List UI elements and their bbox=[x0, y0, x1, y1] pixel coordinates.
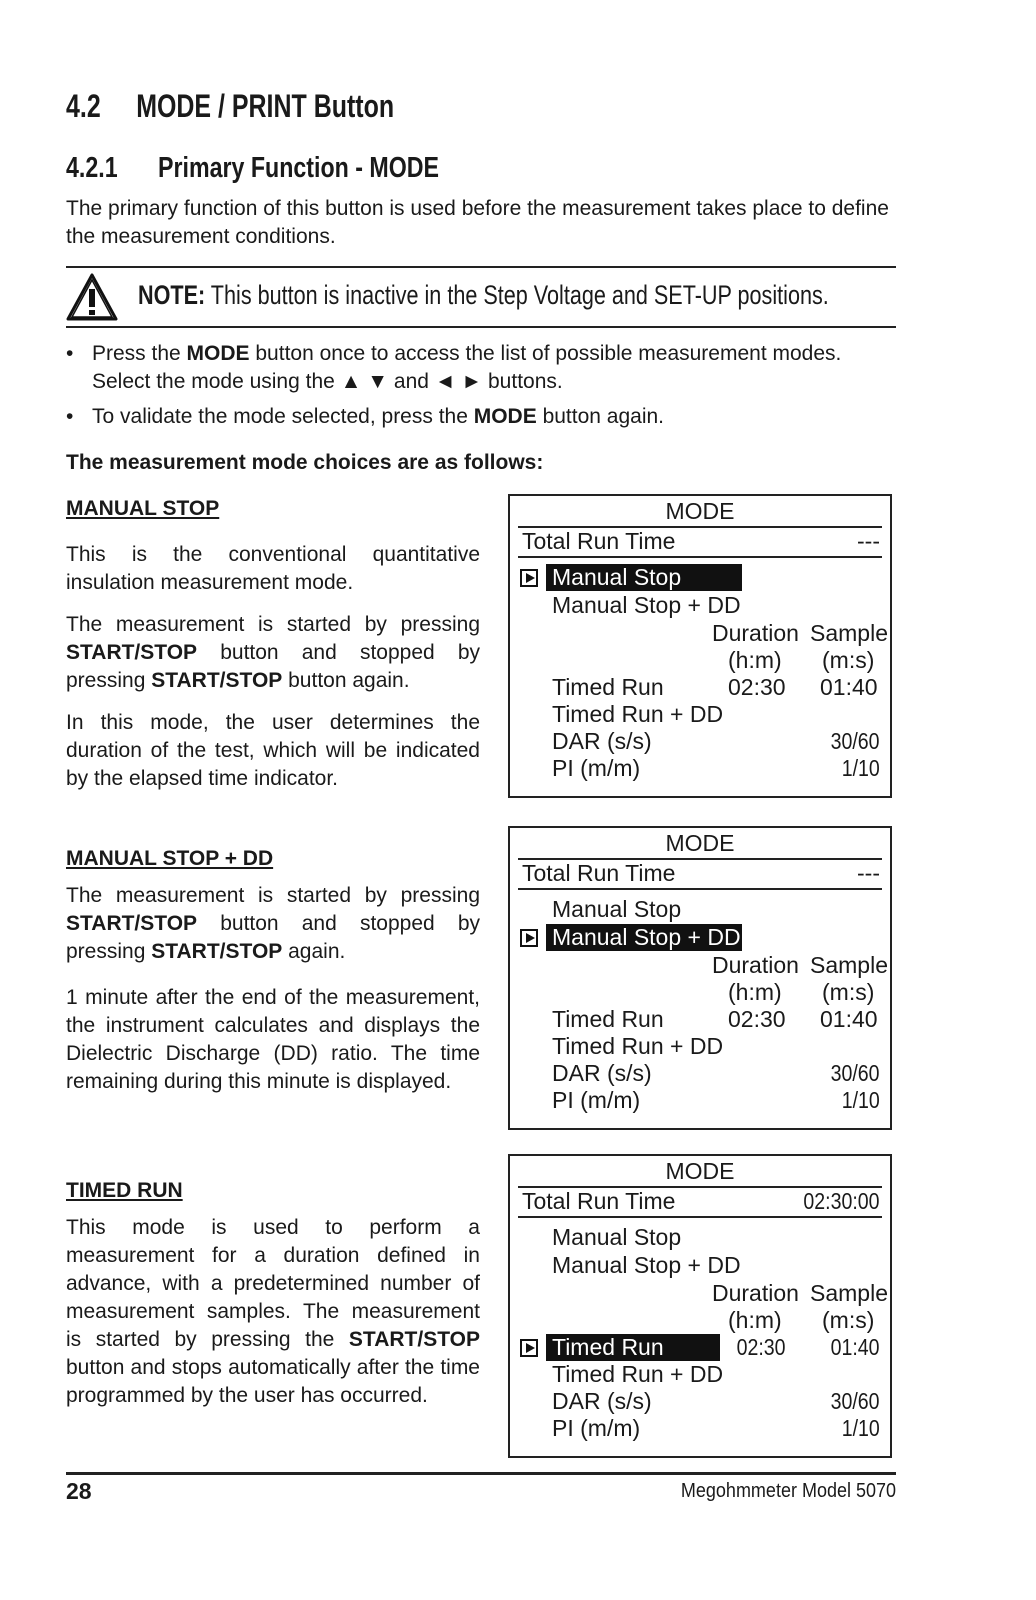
divider bbox=[518, 556, 882, 558]
intro-text: The primary function of this button is used before the measurement takes place to define the measurement conditions. bbox=[66, 197, 889, 248]
selection-arrow-icon bbox=[520, 929, 538, 947]
intro-paragraph bbox=[66, 195, 906, 251]
mode-option-timed-run[interactable]: Timed Run bbox=[552, 674, 664, 700]
manual-stop-dd-heading: MANUAL STOP + DD bbox=[66, 847, 274, 870]
selection-arrow-icon bbox=[520, 569, 538, 587]
sample-header: Sample bbox=[810, 952, 888, 978]
sample-header: Sample bbox=[810, 1280, 888, 1306]
warning-icon bbox=[66, 272, 118, 322]
footer-divider bbox=[66, 1472, 896, 1475]
duration-header: Duration bbox=[712, 1280, 799, 1306]
manual-stop-heading: MANUAL STOP bbox=[66, 497, 220, 520]
mode-screen-title: MODE bbox=[665, 830, 735, 856]
timed-run-sample: 01:40 bbox=[830, 1334, 880, 1360]
list-item: • Press the MODE button once to access the list of possible measurement modes. Select the mode using the ▲ ▼ and ◄ ► buttons. bbox=[66, 340, 916, 396]
duration-unit: (h:m) bbox=[728, 979, 782, 1005]
section-number: 4.2 bbox=[66, 88, 101, 124]
page-number: 28 bbox=[66, 1478, 92, 1504]
total-run-time-label: Total Run Time bbox=[522, 860, 676, 886]
mode-option-manual-stop-dd[interactable]: Manual Stop + DD bbox=[552, 1252, 741, 1278]
mode-option-manual-stop-dd[interactable]: Manual Stop + DD bbox=[552, 592, 741, 618]
mode-screen-timed-run bbox=[508, 1154, 892, 1458]
mode-option-dar[interactable]: DAR (s/s) bbox=[552, 728, 652, 754]
timed-run-sample: 01:40 bbox=[820, 1006, 878, 1032]
divider bbox=[518, 888, 882, 890]
mode-option-manual-stop[interactable]: Manual Stop bbox=[552, 896, 682, 922]
note-body: This button is inactive in the Step Voltage and SET-UP positions. bbox=[205, 280, 829, 310]
manual-stop-dd-text: The measurement is started by pressing START/STOP button and stopped by pressing START/STOP again. 1 minute after the end of the measurement, the instrument calculates and displays the Dielectric Discharge (DD) ratio. The time remaining during this minute is displayed. bbox=[66, 884, 480, 1093]
manual-stop-text: This is the conventional quantitative insulation measurement mode. The measurement is started by pressing START/STOP button and stopped by pressing START/STOP button again. In this mode, the user determines the duration of the test, which will be indicated by the elapsed time indicator. bbox=[66, 543, 480, 790]
note-label: NOTE: bbox=[138, 280, 206, 310]
total-run-time-value: 02:30:00 bbox=[803, 1188, 880, 1214]
mode-option-pi[interactable]: PI (m/m) bbox=[552, 755, 641, 781]
dar-value: 30/60 bbox=[831, 1388, 880, 1414]
total-run-time-value: --- bbox=[857, 860, 880, 886]
timed-run-duration: 02:30 bbox=[728, 674, 786, 700]
mode-option-timed-run[interactable]: Timed Run bbox=[546, 1334, 720, 1361]
pi-value: 1/10 bbox=[841, 1087, 880, 1113]
dar-value: 30/60 bbox=[831, 728, 880, 754]
mode-option-dar[interactable]: DAR (s/s) bbox=[552, 1060, 652, 1086]
sample-unit: (m:s) bbox=[822, 647, 875, 673]
mode-option-pi[interactable]: PI (m/m) bbox=[552, 1087, 641, 1113]
mode-screen-manual-stop-dd bbox=[508, 826, 892, 1130]
sample-unit: (m:s) bbox=[822, 979, 875, 1005]
mode-screen-title: MODE bbox=[665, 498, 735, 524]
subsection-number: 4.2.1 bbox=[66, 152, 118, 184]
footer-model-name: Megohmmeter Model 5070 bbox=[680, 1480, 896, 1502]
note-box bbox=[66, 266, 896, 328]
mode-option-timed-run-dd[interactable]: Timed Run + DD bbox=[552, 1361, 724, 1387]
mode-screen-title: MODE bbox=[665, 1158, 735, 1184]
duration-header: Duration bbox=[712, 952, 799, 978]
mode-option-manual-stop-dd[interactable]: Manual Stop + DD bbox=[546, 924, 742, 951]
selection-arrow-icon bbox=[520, 1339, 538, 1357]
dar-value: 30/60 bbox=[831, 1060, 880, 1086]
mode-option-manual-stop[interactable]: Manual Stop bbox=[546, 564, 742, 591]
divider bbox=[518, 1216, 882, 1218]
bullet-dot: • bbox=[66, 405, 74, 428]
list-item: • To validate the mode selected, press the MODE button again. bbox=[66, 403, 664, 431]
timed-run-duration: 02:30 bbox=[736, 1334, 786, 1360]
bullet-dot: • bbox=[66, 342, 74, 365]
sample-unit: (m:s) bbox=[822, 1307, 875, 1333]
timed-run-duration: 02:30 bbox=[728, 1006, 786, 1032]
mode-option-pi[interactable]: PI (m/m) bbox=[552, 1415, 641, 1441]
mode-option-dar[interactable]: DAR (s/s) bbox=[552, 1388, 652, 1414]
total-run-time-value: --- bbox=[857, 528, 880, 554]
mode-option-timed-run[interactable]: Timed Run bbox=[552, 1006, 664, 1032]
mode-option-timed-run-dd[interactable]: Timed Run + DD bbox=[552, 701, 724, 727]
pi-value: 1/10 bbox=[841, 1415, 880, 1441]
mode-option-manual-stop[interactable]: Manual Stop bbox=[552, 1224, 682, 1250]
timed-run-text: This mode is used to perform a measurement for a duration defined in advance, with a predetermined number of measurement samples. The measurement is started by pressing the START/STOP button and stops automatically after the time programmed by the user has occurred. bbox=[66, 1216, 480, 1407]
subsection-title-text: Primary Function - MODE bbox=[158, 152, 440, 184]
duration-unit: (h:m) bbox=[728, 1307, 782, 1333]
total-run-time-label: Total Run Time bbox=[522, 1188, 676, 1214]
subsection-title bbox=[66, 152, 439, 185]
duration-header: Duration bbox=[712, 620, 799, 646]
duration-unit: (h:m) bbox=[728, 647, 782, 673]
section-title bbox=[66, 88, 394, 125]
total-run-time-label: Total Run Time bbox=[522, 528, 676, 554]
timed-run-sample: 01:40 bbox=[820, 674, 878, 700]
note-text bbox=[138, 280, 829, 311]
sample-header: Sample bbox=[810, 620, 888, 646]
choices-heading: The measurement mode choices are as follows: bbox=[66, 451, 544, 474]
pi-value: 1/10 bbox=[841, 755, 880, 781]
section-title-text: MODE / PRINT Button bbox=[136, 88, 395, 124]
timed-run-heading: TIMED RUN bbox=[66, 1179, 183, 1202]
mode-option-timed-run-dd[interactable]: Timed Run + DD bbox=[552, 1033, 724, 1059]
mode-screen-manual-stop bbox=[508, 494, 892, 798]
bullet-line2: Select the mode using the ▲ ▼ and ◄ ► buttons. bbox=[92, 370, 563, 393]
